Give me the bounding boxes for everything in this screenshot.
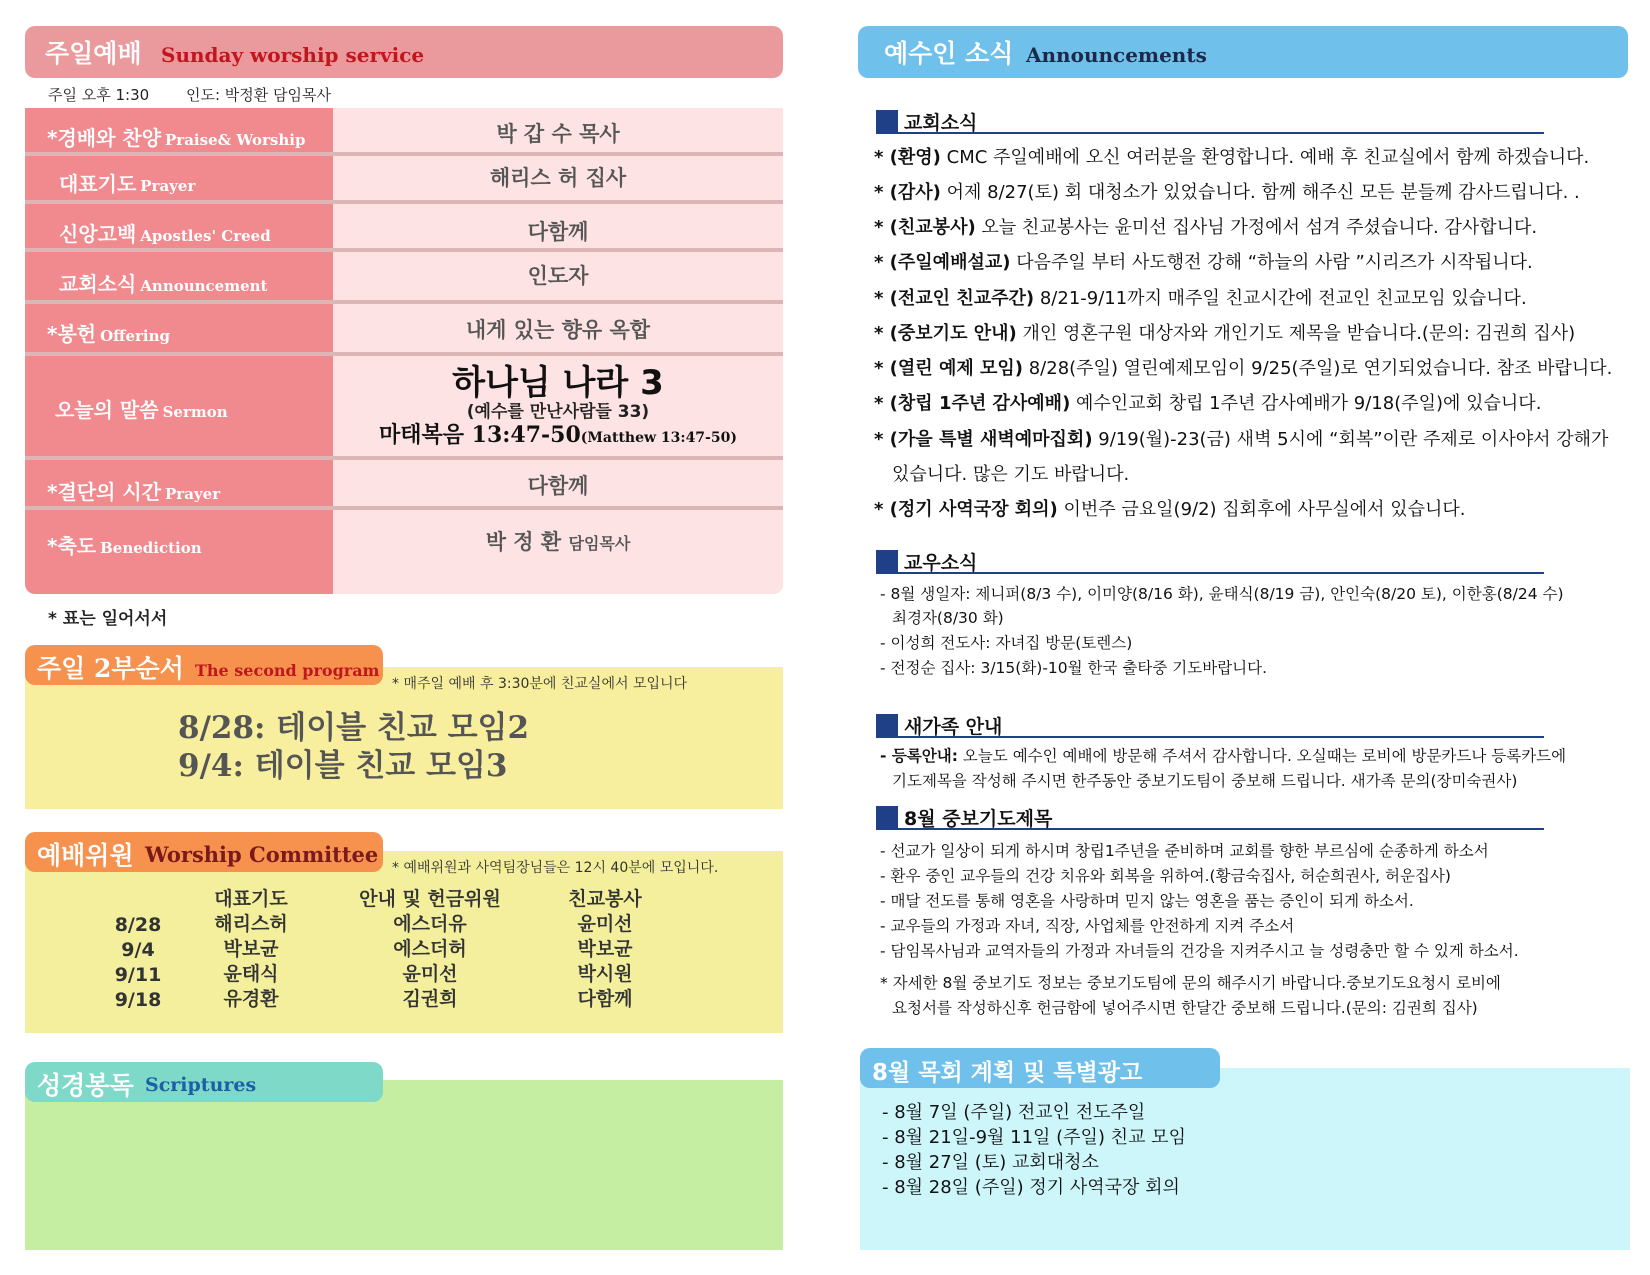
news-tag: * (창립 1주년 감사예배)	[874, 393, 1071, 414]
committee-header: 친교봉사	[568, 888, 642, 910]
newcomer-text	[880, 745, 1620, 767]
worship-leader: 인도: 박정환 담임목사	[185, 86, 331, 104]
news-tag: * (가을 특별 새벽예마집회)	[874, 429, 1093, 450]
sermon-reference-en: (Matthew 13:47-50)	[580, 429, 737, 446]
committee-cell: 윤미선	[577, 913, 633, 935]
second-program-note: * 매주일 예배 후 3:30분에 친교실에서 모입니다	[392, 676, 688, 692]
prayer-topics-title: 8월 중보기도제목	[904, 808, 1053, 830]
order-value: 박 갑 수 목사	[496, 122, 620, 146]
church-news-item	[874, 428, 1634, 452]
plan-item: - 8월 27일 (토) 교회대청소	[882, 1152, 1099, 1173]
church-news-item	[874, 322, 1634, 346]
prayer-note: * 자세한 8월 중보기도 정보는 중보기도팀에 문의 해주시기 바랍니다.중보기도요청시 로비에	[880, 974, 1501, 992]
member-news-item: - 8월 생일자: 제니퍼(8/3 수), 이미양(8/16 화), 윤태식(8/19 금), 안인숙(8/20 토), 이한홍(8/24 수)	[880, 585, 1564, 603]
prayer-item: - 환우 중인 교우들의 건강 치유와 회복을 위하여.(황금숙집사, 허순희권사, 허운집사)	[880, 867, 1451, 885]
newcomer-text-2: 기도제목을 작성해 주시면 한주동안 중보기도팀이 중보해 드립니다. 새가족 문의(장미숙권사)	[892, 772, 1518, 790]
member-news-heading	[876, 548, 1544, 574]
scriptures-tab	[25, 1062, 383, 1102]
news-text: 예수인교회 창립 1주년 감사예배가 9/18(주일)에 있습니다.	[1070, 393, 1542, 414]
order-label-en: Prayer	[140, 177, 196, 195]
order-label-en: Announcement	[140, 277, 268, 295]
august-plan-tab	[860, 1048, 1220, 1088]
second-program-line: 9/4: 테이블 친교 모임3	[178, 748, 508, 784]
sermon-subtitle: (예수를 만난사람들 33)	[466, 402, 650, 423]
prayer-topics-heading	[876, 804, 1544, 830]
committee-cell: 박보균	[577, 938, 633, 960]
news-text: 8/21-9/11까지 매주일 친교시간에 전교인 친교모임 있습니다.	[1034, 288, 1527, 309]
news-text: 9/19(월)-23(금) 새벽 5시에 “회복”이란 주제로 이사야서 강해가	[1092, 429, 1609, 450]
august-plan-title: 8월 목회 계획 및 특별광고	[872, 1060, 1143, 1086]
order-label-ko: 교회소식	[59, 272, 137, 296]
prayer-item: - 매달 전도를 통해 영혼을 사랑하며 믿지 않는 영혼을 품는 증인이 되게 하소서.	[880, 892, 1414, 910]
order-label-ko: 오늘의 말씀	[55, 398, 159, 422]
newcomer-title: 새가족 안내	[904, 716, 1003, 738]
news-text: 어제 8/27(토) 회 대청소가 있었습니다. 함께 해주신 모든 분들께 감사드립니다. .	[940, 182, 1580, 203]
order-label-en: Prayer	[165, 485, 221, 503]
sermon-reference	[333, 423, 783, 448]
section-square-icon	[876, 806, 898, 828]
church-news-item	[874, 357, 1634, 381]
member-news-item: 최경자(8/30 화)	[892, 609, 1004, 627]
committee-cell: 다함께	[577, 988, 633, 1010]
news-text: 있습니다. 많은 기도 바랍니다.	[892, 464, 1130, 485]
order-label-ko: *결단의 시간	[47, 480, 162, 504]
church-news-item	[874, 498, 1634, 522]
committee-cell: 윤태식	[223, 963, 279, 985]
worship-order-table	[25, 108, 783, 594]
plan-item: - 8월 21일-9월 11일 (주일) 친교 모임	[882, 1127, 1186, 1148]
news-text: 이번주 금요일(9/2) 집회후에 사무실에서 있습니다.	[1057, 499, 1466, 520]
scriptures-box	[25, 1080, 783, 1250]
prayer-note-2: 요청서를 작성하신후 헌금함에 넣어주시면 한달간 중보해 드립니다.(문의: 김권희 집사)	[892, 999, 1478, 1017]
order-label-en: Praise& Worship	[165, 131, 306, 149]
committee-header: 안내 및 헌금위원	[359, 888, 501, 910]
newcomer-tag: - 등록안내:	[880, 747, 958, 765]
committee-cell: 에스더허	[393, 938, 467, 960]
committee-title-en: Worship Committee	[145, 842, 379, 867]
order-row-decision	[25, 460, 783, 508]
committee-cell: 박보균	[223, 938, 279, 960]
worship-meta	[48, 84, 363, 105]
scriptures-title-ko: 성경봉독	[37, 1071, 134, 1100]
news-tag: * (중보기도 안내)	[874, 323, 1017, 344]
church-news-item	[874, 216, 1634, 240]
order-row-announcement	[25, 252, 783, 302]
member-news-item: - 이성희 전도사: 자녀집 방문(토렌스)	[880, 634, 1133, 652]
news-text: CMC 주일예배에 오신 여러분을 환영합니다. 예배 후 친교실에서 함께 하겠습니다.	[940, 147, 1590, 168]
committee-date-column	[108, 913, 168, 1013]
church-news-item	[892, 463, 1650, 487]
worship-title-ko: 주일예배	[45, 39, 142, 68]
order-label-ko: *축도	[47, 534, 97, 558]
section-square-icon	[876, 550, 898, 572]
benediction-name: 박 정 환	[485, 530, 562, 554]
committee-prayer-column	[196, 887, 306, 1012]
church-news-title: 교회소식	[904, 112, 978, 134]
sermon-reference-ko: 마태복음 13:47-50	[379, 421, 581, 448]
news-tag: * (친교봉사)	[874, 217, 976, 238]
committee-fellowship-column	[550, 887, 660, 1012]
committee-tab	[25, 832, 383, 872]
church-news-item	[874, 251, 1634, 275]
worship-title-en: Sunday worship service	[161, 43, 425, 67]
order-label-en: Benediction	[100, 539, 202, 557]
sermon-block	[333, 364, 783, 448]
order-value: 다함께	[527, 474, 589, 498]
order-label-ko: 대표기도	[59, 172, 137, 196]
order-row-prayer	[25, 156, 783, 202]
news-text: 8/28(주일) 열린예제모임이 9/25(주일)로 연기되었습니다. 참조 바랍니다.	[1023, 358, 1613, 379]
committee-cell: 유경환	[223, 988, 279, 1010]
prayer-item: - 담임목사님과 교역자들의 가정과 자녀들의 건강을 지켜주시고 늘 성령충만 할 수 있게 하소서.	[880, 942, 1519, 960]
committee-cell: 해리스허	[214, 913, 288, 935]
prayer-item: - 선교가 일상이 되게 하시며 창립1주년을 준비하며 교회를 향한 부르심에 순종하게 하소서	[880, 842, 1489, 860]
worship-time: 주일 오후 1:30	[48, 86, 150, 104]
church-news-heading	[876, 108, 1544, 134]
committee-date: 9/18	[114, 989, 162, 1011]
order-label-en: Sermon	[162, 403, 228, 421]
order-row-sermon	[25, 356, 783, 462]
news-text: 다음주일 부터 사도행전 강해 “하늘의 사람 ”시리즈가 시작됩니다.	[1010, 252, 1533, 273]
committee-header: 대표기도	[214, 888, 288, 910]
news-tag: * (감사)	[874, 182, 941, 203]
committee-date: 8/28	[114, 914, 162, 936]
announcements-title-ko: 예수인 소식	[884, 39, 1014, 68]
order-value	[333, 526, 783, 556]
order-label-ko: *봉헌	[47, 322, 97, 346]
section-square-icon	[876, 110, 898, 132]
church-news-item	[874, 146, 1634, 170]
order-value: 다함께	[527, 220, 589, 244]
committee-usher-column	[340, 887, 520, 1012]
news-tag: * (주일예배설교)	[874, 252, 1011, 273]
order-value: 해리스 허 집사	[489, 166, 627, 190]
news-tag: * (전교인 친교주간)	[874, 288, 1035, 309]
order-label-en: Offering	[100, 327, 171, 345]
order-row-offering	[25, 304, 783, 352]
order-value: 내게 있는 향유 옥합	[465, 318, 651, 342]
news-text: 오늘 친교봉사는 윤미선 집사님 가정에서 섬겨 주셨습니다. 감사합니다.	[975, 217, 1538, 238]
announcements-header	[858, 26, 1628, 78]
order-row-praise	[25, 108, 783, 154]
news-tag: * (열린 예제 모임)	[874, 358, 1023, 379]
member-news-title: 교우소식	[904, 552, 978, 574]
committee-cell: 박시원	[577, 963, 633, 985]
news-tag: * (환영)	[874, 147, 941, 168]
order-label-ko: *경배와 찬양	[47, 126, 162, 150]
prayer-item: - 교우들의 가정과 자녀, 직장, 사업체를 안전하게 지켜 주소서	[880, 917, 1295, 935]
second-program-title-ko: 주일 2부순서	[37, 654, 184, 683]
church-news-item	[874, 392, 1634, 416]
second-program-title-en: The second program	[195, 661, 380, 680]
order-value: 인도자	[527, 264, 589, 288]
second-program-tab	[25, 645, 383, 685]
plan-item: - 8월 28일 (주일) 정기 사역국장 회의	[882, 1177, 1180, 1198]
section-square-icon	[876, 714, 898, 736]
committee-cell: 윤미선	[402, 963, 458, 985]
committee-note: * 예배위원과 사역팀장님들은 12시 40분에 모입니다.	[392, 860, 719, 876]
church-news-item	[874, 181, 1634, 205]
announcements-title-en: Announcements	[1026, 43, 1207, 67]
second-program-line: 8/28: 테이블 친교 모임2	[178, 710, 530, 746]
church-news-item	[874, 287, 1634, 311]
sermon-title: 하나님 나라 3	[452, 363, 664, 403]
newcomer-body: 오늘도 예수인 예배에 방문해 주셔서 감사합니다. 오실때는 로비에 방문카드나 등록카드에	[957, 747, 1567, 765]
order-label-ko: 신앙고백	[59, 222, 137, 246]
order-row-benediction	[25, 510, 783, 594]
benediction-suffix: 담임목사	[568, 534, 631, 553]
committee-date: 9/11	[114, 964, 162, 986]
plan-item: - 8월 7일 (주일) 전교인 전도주일	[882, 1102, 1146, 1123]
worship-header	[25, 26, 783, 78]
news-tag: * (정기 사역국장 회의)	[874, 499, 1058, 520]
scriptures-title-en: Scriptures	[145, 1074, 257, 1096]
committee-date: 9/4	[121, 939, 155, 961]
news-text: 개인 영혼구원 대상자와 개인기도 제목을 받습니다.(문의: 김권희 집사)	[1016, 323, 1576, 344]
order-row-creed	[25, 204, 783, 252]
order-label-en: Apostles' Creed	[140, 227, 271, 245]
committee-title-ko: 예배위원	[37, 841, 134, 870]
committee-cell: 에스더유	[393, 913, 467, 935]
stand-note: * 표는 일어서서	[48, 609, 168, 629]
committee-cell: 김권희	[402, 988, 458, 1010]
newcomer-heading	[876, 712, 1544, 738]
member-news-item: - 전정순 집사: 3/15(화)-10월 한국 출타중 기도바랍니다.	[880, 659, 1268, 677]
